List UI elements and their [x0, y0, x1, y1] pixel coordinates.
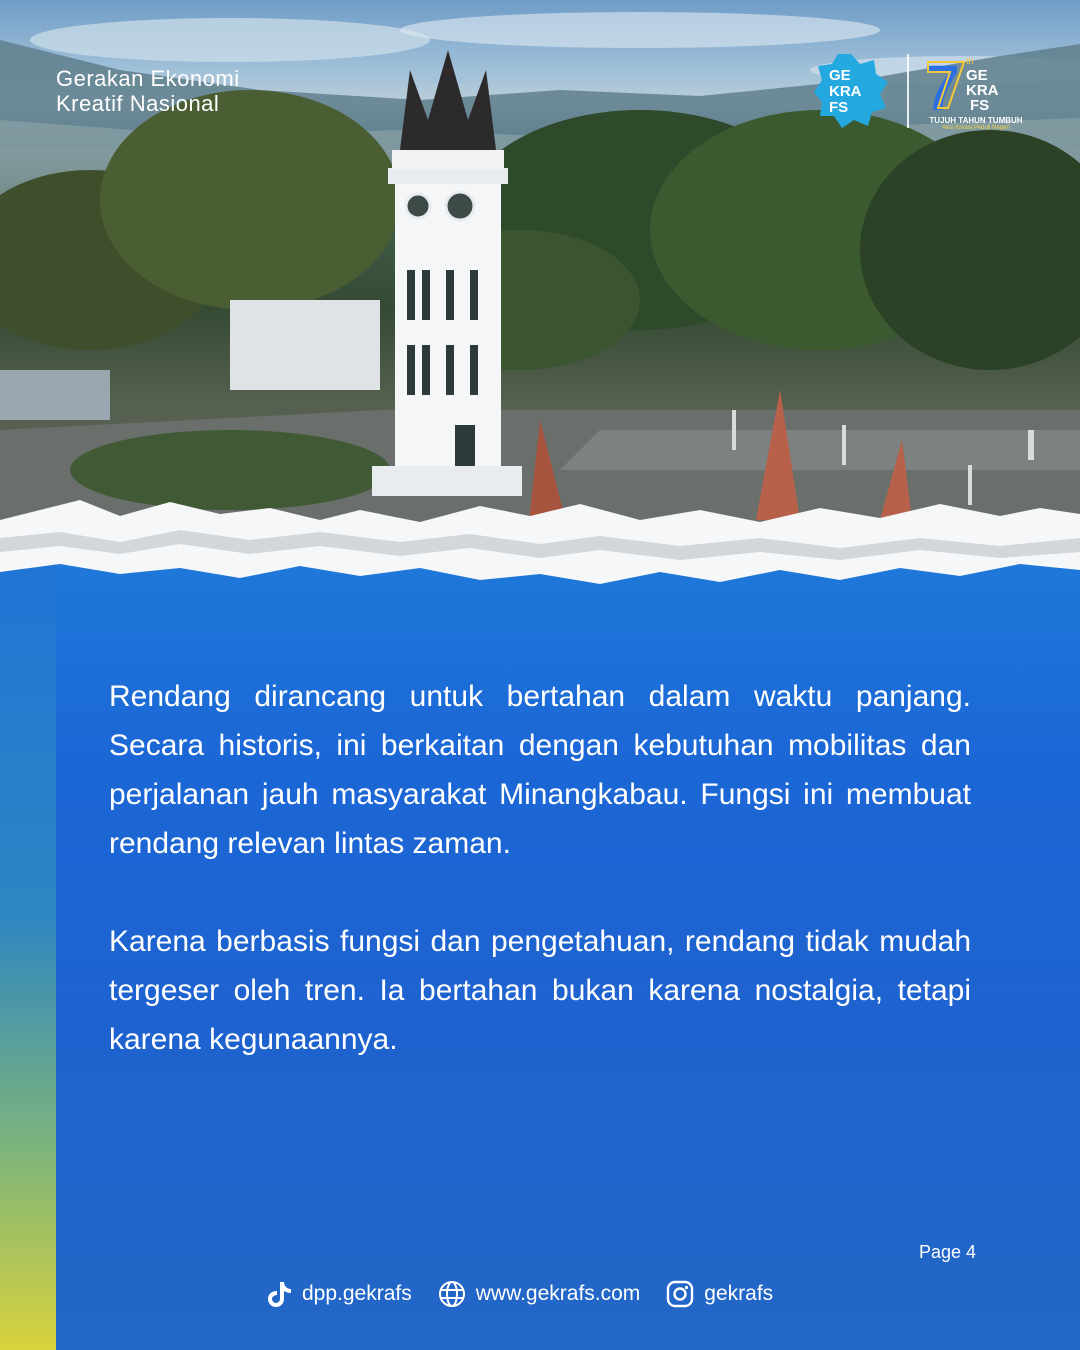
website-link[interactable] [438, 1280, 641, 1308]
instagram-icon [666, 1280, 694, 1308]
brand-line-2: Kreatif Nasional [56, 91, 220, 116]
svg-text:GE: GE [966, 67, 988, 84]
svg-text:KRA: KRA [966, 82, 999, 99]
tiktok-icon [266, 1280, 292, 1308]
svg-text:KRA: KRA [829, 83, 862, 100]
anniversary-subtitle: Aksi Kreasi Peduli Negeri [942, 125, 1010, 131]
brand-line-1: Gerakan Ekonomi [56, 66, 240, 91]
body-text [109, 672, 971, 1113]
hero-photo [0, 0, 1080, 560]
anniversary-logo [922, 52, 1030, 132]
anniversary-emblem [922, 52, 1030, 114]
gradient-accent-strip [0, 560, 56, 1350]
logo-divider [907, 54, 909, 128]
paragraph-1: Rendang dirancang untuk bertahan dalam waktu panjang. Secara historis, ini berkaitan dengan kebutuhan mobilitas dan perjalanan jauh masyarakat Minangkabau. Fungsi ini membuat rendang relevan lintas zaman. [109, 680, 971, 860]
instagram-handle: gekrafs [704, 1282, 774, 1305]
tiktok-link[interactable] [266, 1280, 412, 1308]
svg-text:th: th [966, 56, 974, 66]
social-footer [266, 1276, 773, 1312]
website-url: www.gekrafs.com [475, 1282, 641, 1305]
svg-text:FS: FS [829, 99, 849, 116]
torn-paper-divider [0, 480, 1080, 600]
svg-text:GE: GE [829, 67, 851, 84]
logo-group [812, 52, 1032, 132]
svg-text:FS: FS [970, 97, 990, 114]
anniversary-title: TUJUH TAHUN TUMBUH [929, 116, 1023, 125]
globe-icon [438, 1280, 466, 1308]
page-number: Page 4 [918, 1242, 976, 1262]
instagram-link[interactable] [666, 1280, 773, 1308]
paragraph-2: Karena berbasis fungsi dan pengetahuan, rendang tidak mudah tergeser oleh tren. Ia bertahan bukan karena nostalgia, tetapi karena kegunaannya. [109, 925, 971, 1056]
brand-tagline [56, 66, 240, 116]
tiktok-handle: dpp.gekrafs [302, 1282, 412, 1305]
gekrafs-logo [812, 52, 890, 130]
svg-text:7: 7 [924, 52, 960, 114]
